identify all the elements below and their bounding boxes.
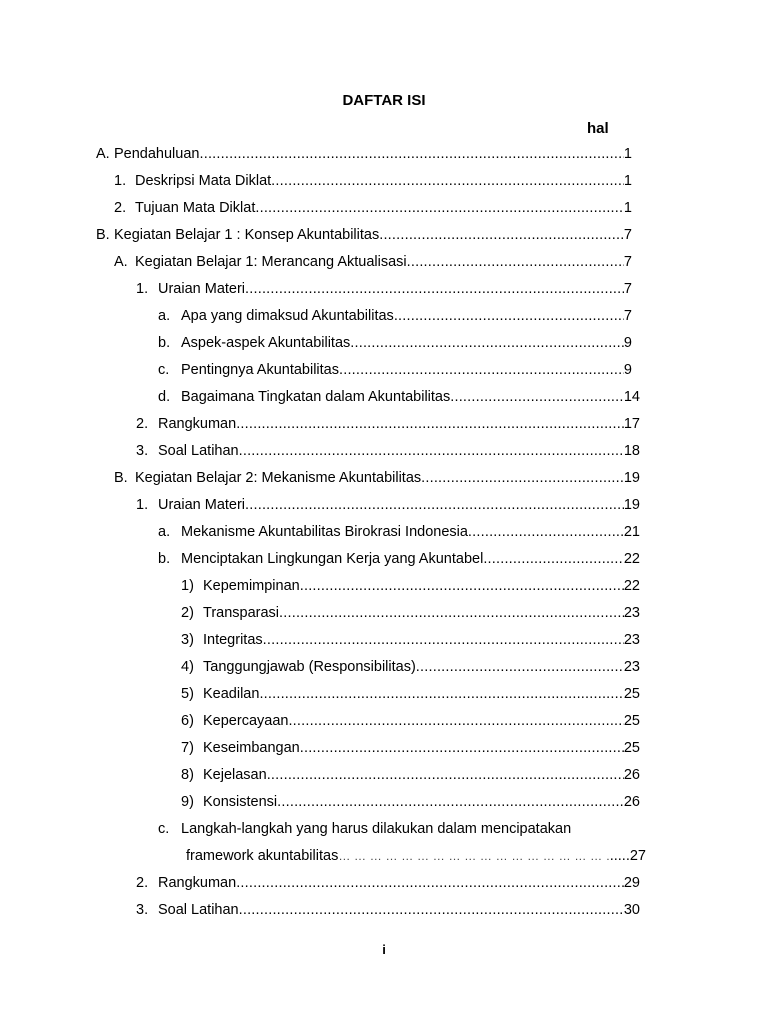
toc-entry-label: Menciptakan Lingkungan Kerja yang Akuntabel bbox=[181, 551, 484, 567]
toc-entry[interactable] bbox=[158, 357, 632, 384]
toc-entry-label: Tanggungjawab (Responsibilitas) bbox=[203, 659, 416, 675]
toc-entry[interactable] bbox=[114, 249, 632, 276]
toc-entry-page: 18 bbox=[623, 443, 640, 459]
toc-leader-dots bbox=[236, 411, 624, 438]
toc-entry-page: 19 bbox=[623, 470, 640, 486]
toc-leader-dots bbox=[407, 249, 624, 276]
toc-entry[interactable] bbox=[136, 411, 640, 438]
toc-entry[interactable] bbox=[181, 681, 640, 708]
toc-entry-number: 2. bbox=[136, 416, 149, 432]
toc-entry-page: 21 bbox=[623, 524, 640, 540]
toc-entry-number: 8) bbox=[181, 767, 194, 783]
toc-entry-page: 9 bbox=[623, 362, 632, 378]
toc-entry-page: 1 bbox=[623, 200, 632, 216]
toc-entry-label: Kegiatan Belajar 2: Mekanisme Akuntabilitas bbox=[135, 470, 422, 486]
toc-leader-dots bbox=[300, 735, 624, 762]
toc-entry-number: 3) bbox=[181, 632, 194, 648]
footer-page-number: i bbox=[382, 942, 386, 957]
toc-entry[interactable] bbox=[181, 762, 640, 789]
toc-entry-number: 9) bbox=[181, 794, 194, 810]
toc-entry-page: 7 bbox=[623, 281, 632, 297]
toc-entry-number: 2. bbox=[136, 875, 149, 891]
toc-entry-page: 25 bbox=[623, 686, 640, 702]
toc-entry-page: 25 bbox=[623, 713, 640, 729]
toc-entry-number: 7) bbox=[181, 740, 194, 756]
toc-entry-number: 1. bbox=[114, 173, 127, 189]
toc-entry-label: Rangkuman bbox=[158, 875, 237, 891]
toc-entry[interactable] bbox=[96, 141, 632, 168]
toc-leader-dots bbox=[394, 303, 624, 330]
toc-entry[interactable] bbox=[136, 897, 640, 924]
toc-entry[interactable] bbox=[181, 654, 640, 681]
toc-entry-label: Soal Latihan bbox=[158, 902, 239, 918]
toc-leader-dots bbox=[199, 141, 623, 168]
toc-leader-dots bbox=[339, 357, 624, 384]
toc-leader-dots bbox=[271, 168, 624, 195]
toc-leader-dots bbox=[279, 600, 624, 627]
toc-entry-page: 26 bbox=[623, 794, 640, 810]
toc-entry[interactable] bbox=[181, 789, 640, 816]
toc-entry-number: 4) bbox=[181, 659, 194, 675]
toc-leader-dots bbox=[259, 681, 623, 708]
toc-entry-page: 17 bbox=[623, 416, 640, 432]
toc-entry-number: c. bbox=[158, 362, 170, 378]
toc-entry-number: 1) bbox=[181, 578, 194, 594]
toc-leader-dots bbox=[263, 627, 624, 654]
page-column-header: hal bbox=[587, 120, 609, 137]
toc-entry-label: Uraian Materi bbox=[158, 281, 246, 297]
page-title: DAFTAR ISI bbox=[342, 92, 426, 109]
toc-entry[interactable] bbox=[181, 573, 640, 600]
toc-leader-dots bbox=[450, 384, 624, 411]
toc-entry-number: c. bbox=[158, 821, 170, 837]
toc-entry[interactable] bbox=[136, 276, 632, 303]
toc-entry-number: 2. bbox=[114, 200, 127, 216]
toc-entry-number: A. bbox=[114, 254, 128, 270]
toc-entry-page: 7 bbox=[623, 308, 632, 324]
toc-entry-page: 14 bbox=[623, 389, 640, 405]
toc-entry-label: Aspek-aspek Akuntabilitas bbox=[181, 335, 351, 351]
toc-entry-label: Keseimbangan bbox=[203, 740, 300, 756]
toc-entry-label: Kepercayaan bbox=[203, 713, 289, 729]
toc-entry-label: Kejelasan bbox=[203, 767, 267, 783]
toc-entry-page: 23 bbox=[623, 605, 640, 621]
toc-entry-number: 3. bbox=[136, 902, 149, 918]
toc-leader-dots bbox=[239, 897, 624, 924]
toc-entry-page: 26 bbox=[623, 767, 640, 783]
toc-entry-page: 23 bbox=[623, 632, 640, 648]
toc-entry-label: Apa yang dimaksud Akuntabilitas bbox=[181, 308, 394, 324]
toc-entry-number: 1. bbox=[136, 497, 149, 513]
toc-entry[interactable] bbox=[181, 735, 640, 762]
toc-entry-label: Pendahuluan bbox=[114, 146, 200, 162]
toc-entry[interactable] bbox=[136, 492, 640, 519]
toc-leader-dots bbox=[267, 762, 624, 789]
toc-entry-page: 7 bbox=[623, 254, 632, 270]
toc-leader-dots bbox=[245, 276, 624, 303]
toc-entry-label: Kepemimpinan bbox=[203, 578, 300, 594]
toc-entry-number: d. bbox=[158, 389, 171, 405]
toc-leader-dots bbox=[421, 465, 624, 492]
toc-entry-number: 3. bbox=[136, 443, 149, 459]
toc-leader-dots bbox=[379, 222, 624, 249]
toc-entry[interactable] bbox=[158, 816, 640, 843]
toc-entry-number: 5) bbox=[181, 686, 194, 702]
toc-entry-label: Rangkuman bbox=[158, 416, 237, 432]
toc-entry[interactable] bbox=[96, 222, 632, 249]
toc-entry-label: Deskripsi Mata Diklat bbox=[135, 173, 272, 189]
toc-entry-label: framework akuntabilitas bbox=[186, 848, 339, 864]
toc-entry-label: Langkah-langkah yang harus dilakukan dalam mencipatakan bbox=[181, 821, 572, 837]
toc-entry-label: Keadilan bbox=[203, 686, 260, 702]
toc-entry-label: Soal Latihan bbox=[158, 443, 239, 459]
toc-entry[interactable] bbox=[136, 870, 640, 897]
toc-entry-page: 19 bbox=[623, 497, 640, 513]
toc-leader-dots bbox=[277, 789, 624, 816]
toc-entry[interactable] bbox=[158, 546, 640, 573]
toc-entry-label: Konsistensi bbox=[203, 794, 278, 810]
toc-entry-number: a. bbox=[158, 308, 171, 324]
toc-entry-page: 22 bbox=[623, 551, 640, 567]
toc-leader-dots bbox=[245, 492, 624, 519]
toc-entry-label: Bagaimana Tingkatan dalam Akuntabilitas bbox=[181, 389, 451, 405]
toc-entry[interactable] bbox=[158, 330, 632, 357]
toc-entry-page: 29 bbox=[623, 875, 640, 891]
toc-leader-dots bbox=[483, 546, 624, 573]
toc-entry[interactable] bbox=[136, 438, 640, 465]
toc-entry-number: b. bbox=[158, 551, 171, 567]
toc-entry[interactable] bbox=[114, 195, 632, 222]
toc-entry-number: 6) bbox=[181, 713, 194, 729]
toc-entry-page: 1 bbox=[623, 146, 632, 162]
toc-entry[interactable] bbox=[181, 627, 640, 654]
toc-entry-label: Pentingnya Akuntabilitas bbox=[181, 362, 339, 378]
toc-entry-page: 30 bbox=[623, 902, 640, 918]
toc-entry-page: 23 bbox=[623, 659, 640, 675]
toc-entry[interactable] bbox=[181, 600, 640, 627]
toc-leader-dots bbox=[338, 843, 609, 870]
toc-entry[interactable] bbox=[186, 843, 646, 870]
toc-leader-dots bbox=[236, 870, 624, 897]
toc-entry-page: .....27 bbox=[609, 848, 646, 864]
toc-entry[interactable] bbox=[114, 465, 640, 492]
toc-entry-page: 9 bbox=[623, 335, 632, 351]
toc-entry-number: A. bbox=[96, 146, 110, 162]
toc-entry[interactable] bbox=[158, 519, 640, 546]
toc-entry-number: B. bbox=[96, 227, 110, 243]
toc-entry-number: 2) bbox=[181, 605, 194, 621]
toc-entry-label: Kegiatan Belajar 1 : Konsep Akuntabilitas bbox=[114, 227, 380, 243]
toc-entry[interactable] bbox=[181, 708, 640, 735]
toc-entry[interactable] bbox=[114, 168, 632, 195]
toc-leader-dots bbox=[255, 195, 624, 222]
toc-leader-dots bbox=[468, 519, 624, 546]
toc-entry-page: 25 bbox=[623, 740, 640, 756]
toc-entry-label: Mekanisme Akuntabilitas Birokrasi Indonesia bbox=[181, 524, 468, 540]
toc-entry-page: 1 bbox=[623, 173, 632, 189]
toc-entry[interactable] bbox=[158, 384, 640, 411]
toc-leader-dots bbox=[416, 654, 624, 681]
toc-entry-page: 7 bbox=[623, 227, 632, 243]
toc-entry-label: Transparasi bbox=[203, 605, 280, 621]
toc-entry-label: Uraian Materi bbox=[158, 497, 246, 513]
toc-leader-dots bbox=[350, 330, 624, 357]
toc-leader-dots bbox=[239, 438, 624, 465]
toc-leader-dots bbox=[300, 573, 624, 600]
toc-entry-label: Tujuan Mata Diklat bbox=[135, 200, 256, 216]
toc-entry-number: 1. bbox=[136, 281, 149, 297]
toc-leader-dots bbox=[288, 708, 623, 735]
toc-entry-label: Integritas bbox=[203, 632, 263, 648]
toc-entry-page: 22 bbox=[623, 578, 640, 594]
toc-entry[interactable] bbox=[158, 303, 632, 330]
toc-entry-number: a. bbox=[158, 524, 171, 540]
toc-entry-number: B. bbox=[114, 470, 128, 486]
toc-entry-number: b. bbox=[158, 335, 171, 351]
toc-entry-label: Kegiatan Belajar 1: Merancang Aktualisasi bbox=[135, 254, 407, 270]
